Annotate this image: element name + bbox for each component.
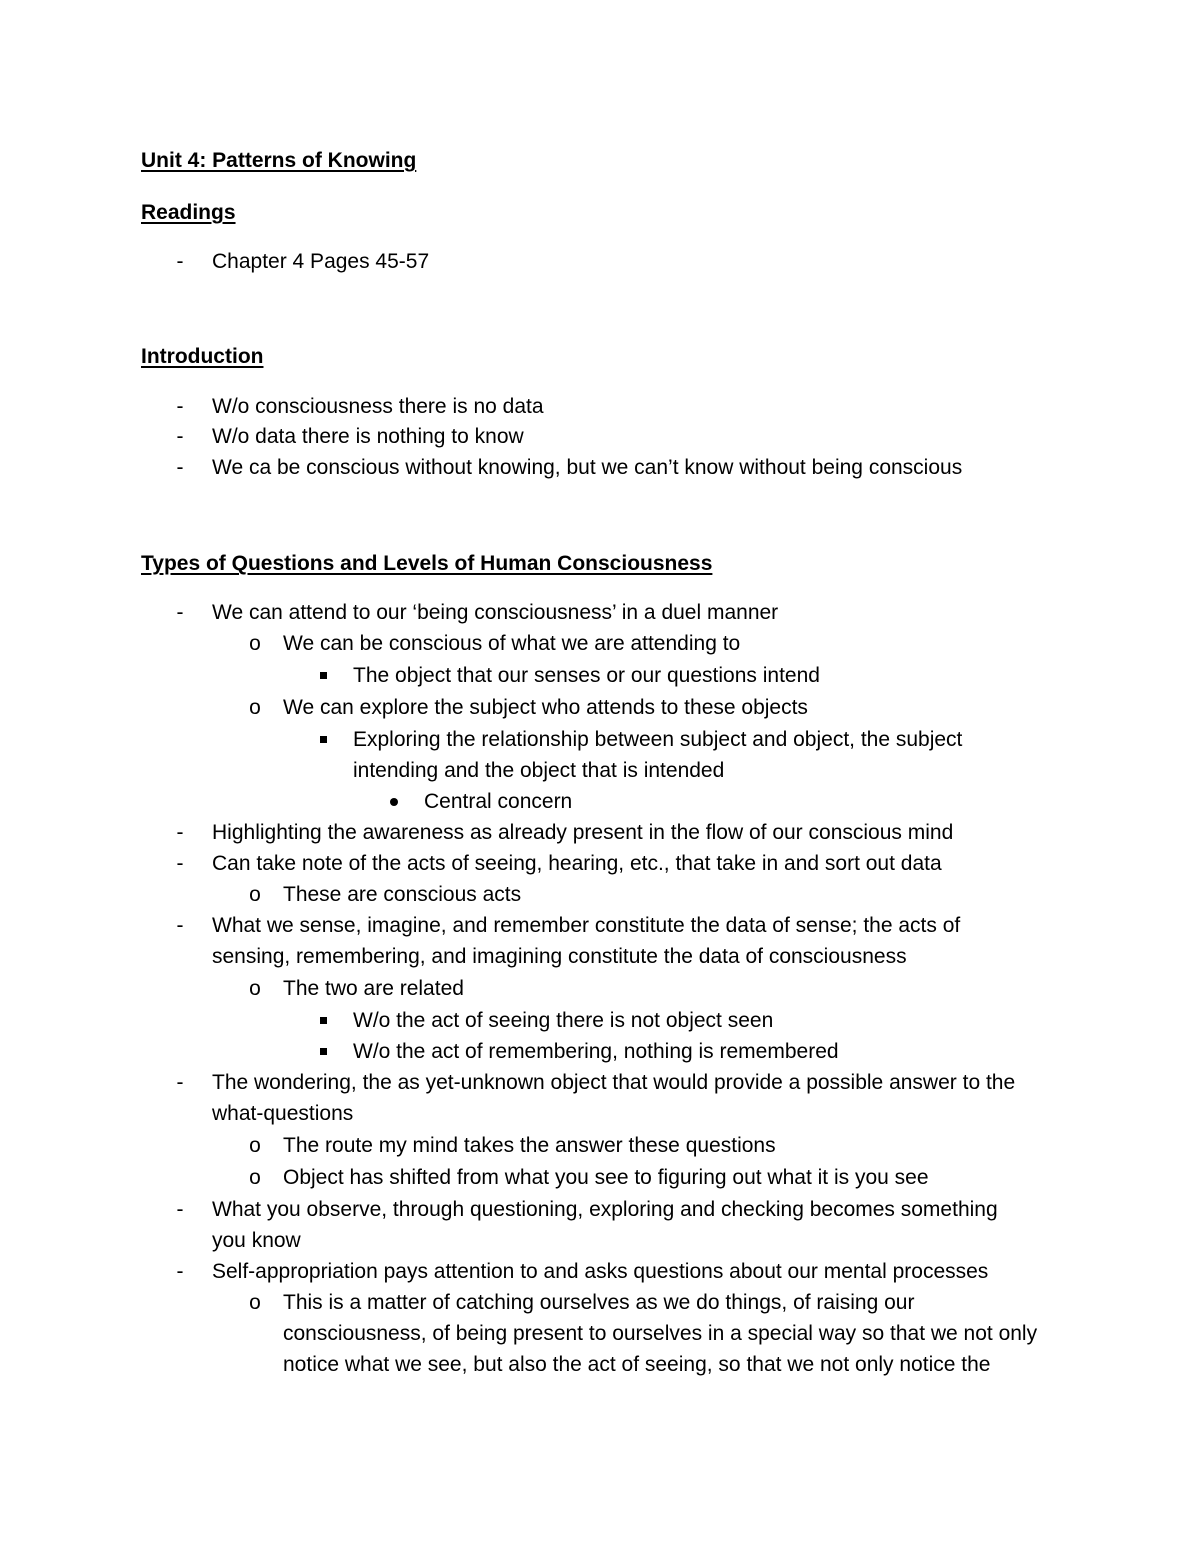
dash-bullet: - xyxy=(176,821,184,844)
list-item-continuation: what-questions xyxy=(212,1102,354,1125)
list-item: What we sense, imagine, and remember constitute the data of sense; the acts of xyxy=(212,914,961,937)
list-item: Chapter 4 Pages 45-57 xyxy=(212,250,430,273)
circle-bullet: o xyxy=(249,632,261,655)
list-item: Object has shifted from what you see to figuring out what it is you see xyxy=(283,1166,929,1189)
readings-heading: Readings xyxy=(141,201,236,224)
types-heading: Types of Questions and Levels of Human Consciousness xyxy=(141,552,713,575)
list-item: Can take note of the acts of seeing, hearing, etc., that take in and sort out data xyxy=(212,852,942,875)
list-item: We can explore the subject who attends to these objects xyxy=(283,696,808,719)
list-item-continuation: intending and the object that is intended xyxy=(353,759,725,782)
circle-bullet: o xyxy=(249,1291,261,1314)
circle-bullet: o xyxy=(249,1134,261,1157)
dash-bullet: - xyxy=(176,601,184,624)
list-item: We can attend to our ‘being consciousness’ in a duel manner xyxy=(212,601,779,624)
list-item: W/o the act of seeing there is not object seen xyxy=(353,1009,774,1032)
page-title: Unit 4: Patterns of Knowing xyxy=(141,149,417,172)
square-bullet-icon xyxy=(320,736,327,743)
list-item: What you observe, through questioning, exploring and checking becomes something xyxy=(212,1198,998,1221)
introduction-heading: Introduction xyxy=(141,345,264,368)
list-item: We can be conscious of what we are attending to xyxy=(283,632,741,655)
list-item: W/o data there is nothing to know xyxy=(212,425,524,448)
list-item: This is a matter of catching ourselves as we do things, of raising our xyxy=(283,1291,915,1314)
list-item: W/o consciousness there is no data xyxy=(212,395,544,418)
list-item-continuation: sensing, remembering, and imagining constitute the data of consciousness xyxy=(212,945,907,968)
list-item: W/o the act of remembering, nothing is remembered xyxy=(353,1040,839,1063)
list-item: The route my mind takes the answer these questions xyxy=(283,1134,776,1157)
dash-bullet: - xyxy=(176,1071,184,1094)
dash-bullet: - xyxy=(176,852,184,875)
list-item: Exploring the relationship between subject and object, the subject xyxy=(353,728,963,751)
list-item-continuation: you know xyxy=(212,1229,301,1252)
dash-bullet: - xyxy=(176,250,184,273)
list-item-continuation: consciousness, of being present to ourselves in a special way so that we not only xyxy=(283,1322,1038,1345)
dash-bullet: - xyxy=(176,1198,184,1221)
list-item: Central concern xyxy=(424,790,573,813)
circle-bullet: o xyxy=(249,696,261,719)
dash-bullet: - xyxy=(176,914,184,937)
dash-bullet: - xyxy=(176,1260,184,1283)
square-bullet-icon xyxy=(320,1017,327,1024)
circle-bullet: o xyxy=(249,883,261,906)
list-item: The two are related xyxy=(283,977,464,1000)
round-bullet-icon xyxy=(390,798,398,806)
dash-bullet: - xyxy=(176,456,184,479)
list-item: We ca be conscious without knowing, but we can’t know without being conscious xyxy=(212,456,963,479)
square-bullet-icon xyxy=(320,1048,327,1055)
dash-bullet: - xyxy=(176,425,184,448)
square-bullet-icon xyxy=(320,672,327,679)
list-item: Self-appropriation pays attention to and asks questions about our mental processes xyxy=(212,1260,989,1283)
list-item: The wondering, the as yet-unknown object that would provide a possible answer to the xyxy=(212,1071,1016,1094)
dash-bullet: - xyxy=(176,395,184,418)
list-item-continuation: notice what we see, but also the act of seeing, so that we not only notice the xyxy=(283,1353,991,1376)
list-item: The object that our senses or our questions intend xyxy=(353,664,820,687)
circle-bullet: o xyxy=(249,977,261,1000)
list-item: These are conscious acts xyxy=(283,883,522,906)
circle-bullet: o xyxy=(249,1166,261,1189)
list-item: Highlighting the awareness as already present in the flow of our conscious mind xyxy=(212,821,954,844)
